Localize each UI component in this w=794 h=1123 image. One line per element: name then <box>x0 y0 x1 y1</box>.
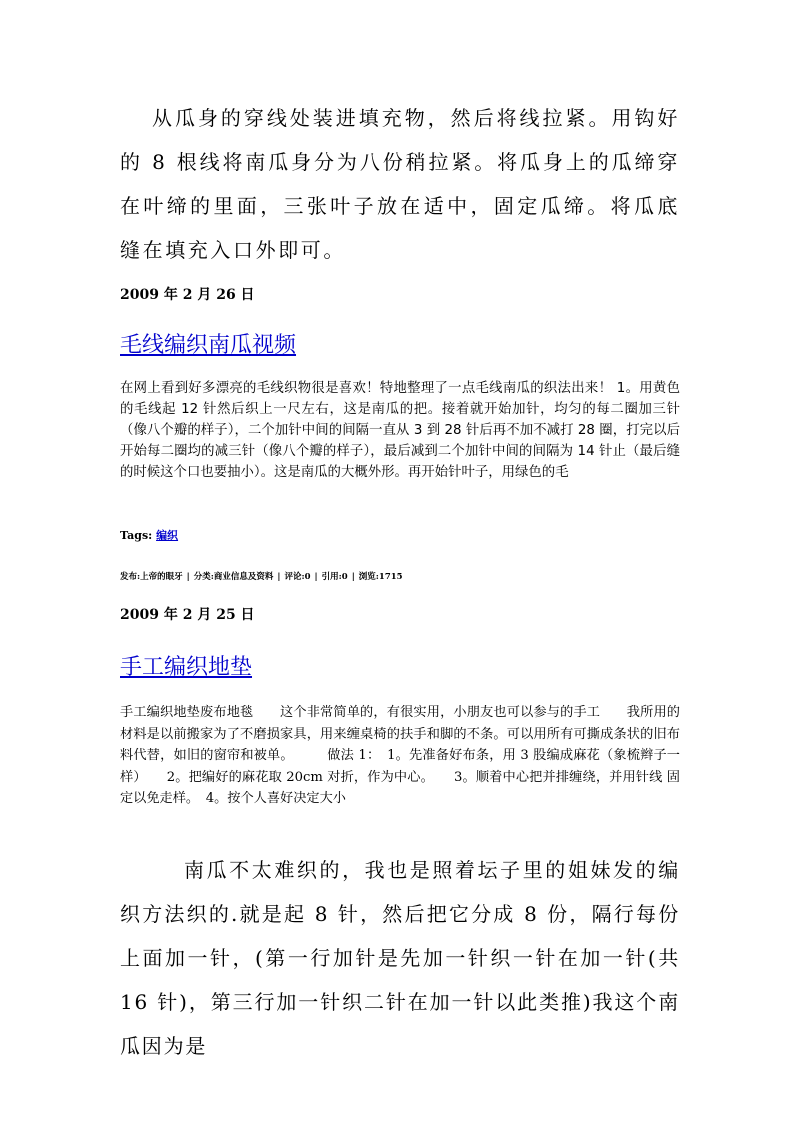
post-title-link[interactable]: 毛线编织南瓜视频 <box>120 333 297 358</box>
post-excerpt: 手工编织地垫废布地毯 这个非常简单的，有很实用，小朋友也可以参与的手工 我所用的材料是以前搬家为了不磨损家具，用来缠桌椅的扶手和脚的不条。可以用所有可撕成条状的旧布料代替，如旧的窗帘和被单。 做法 1： 1。先准备好布条，用 3 股编成麻花（象梳辫子一样） 2。把编好的麻花取 20cm 对折，作为中心。 3。顺着中心把并排缠绕，并用针线 固定以免走样。 4。按个人喜好决定大小 <box>120 705 680 806</box>
post-date: 2009 年 2 月 25 日 <box>120 607 255 623</box>
author-link[interactable]: 发布:上帝的眼牙 <box>120 572 183 582</box>
tag-link[interactable]: 编织 <box>156 529 179 542</box>
intro-paragraph: 从瓜身的穿线处装进填充物，然后将线拉紧。用钩好的 8 根线将南瓜身分为八份稍拉紧。将瓜身上的瓜缔穿在叶缔的里面，三张叶子放在适中，固定瓜缔。将瓜底缝在填充入口外即可。 <box>120 106 680 262</box>
post-title <box>120 650 252 681</box>
outro-paragraph: 南瓜不太难织的，我也是照着坛子里的姐妹发的编织方法织的.就是起 8 针，然后把它分成 8 份，隔行每份上面加一针，(第一行加针是先加一针织一针在加一针(共 16 针)，第三行加一针织二针在加一针以此类推)我这个南瓜因为是 <box>120 858 680 1058</box>
post-tags <box>120 527 178 543</box>
tags-label: Tags: <box>120 529 153 542</box>
post-excerpt: 在网上看到好多漂亮的毛线织物很是喜欢！特地整理了一点毛线南瓜的织法出来！ 1。用黄色的毛线起 12 针然后织上一尺左右，这是南瓜的把。接着就开始加针，均匀的每二圈加三针（像八个瓣的样子），二个加针中间的间隔一直从 3 到 28 针后再不加不减打 28 圈，打完以后开始每二圈均的减三针（像八个瓣的样子），最后减到二个加针中间的间隔为 14 针止（最后缝的时候这个口也要抽小）。这是南瓜的大概外形。再开始针叶子，用绿色的毛 <box>120 381 680 480</box>
post-meta: 发布:上帝的眼牙 | 分类:商业信息及资料 | 评论:0 | 引用:0 | 浏览:1715 <box>120 572 403 582</box>
post-title-link[interactable]: 手工编织地垫 <box>120 655 253 680</box>
post-date: 2009 年 2 月 26 日 <box>120 287 255 303</box>
trackbacks-link[interactable]: 引用:0 <box>321 572 348 582</box>
views-count: 浏览:1715 <box>358 572 403 582</box>
post-title <box>120 328 296 359</box>
category-link[interactable]: 分类:商业信息及资料 <box>193 572 274 582</box>
comments-link[interactable]: 评论:0 <box>284 572 311 582</box>
